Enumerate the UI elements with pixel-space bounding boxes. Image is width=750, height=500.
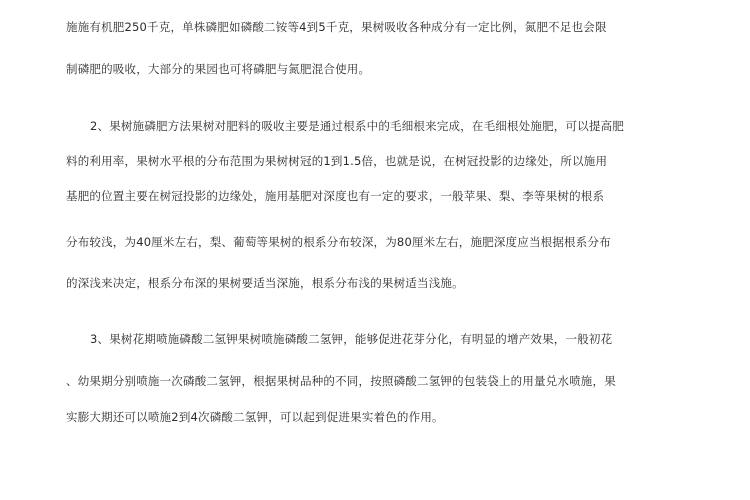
- paragraph-2-line-2: 料的利用率，果树水平根的分布范围为果树树冠的1到1.5倍，也就是说，在树冠投影的边缘处，所以施用: [66, 154, 608, 168]
- paragraph-2-line-5: 的深浅来决定，根系分布深的果树要适当深施，根系分布浅的果树适当浅施。: [66, 276, 464, 290]
- paragraph-3-line-1: 3、果树花期喷施磷酸二氢钾果树喷施磷酸二氢钾，能够促进花芽分化，有明显的增产效果，一般初花: [90, 332, 613, 346]
- paragraph-1-line-2: 制磷肥的吸收，大部分的果园也可将磷肥与氮肥混合使用。: [66, 62, 371, 76]
- paragraph-3-line-2: 、幼果期分别喷施一次磷酸二氢钾，根据果树品种的不同，按照磷酸二氢钾的包装袋上的用量兑水喷施，果: [66, 374, 616, 388]
- paragraph-1-line-1: 施施有机肥250千克，单株磷肥如磷酸二铵等4到5千克，果树吸收各种成分有一定比例，氮肥不足也会限: [66, 20, 607, 34]
- paragraph-2-line-3: 基肥的位置主要在树冠投影的边缘处，施用基肥对深度也有一定的要求，一般苹果、梨、李等果树的根系: [66, 189, 605, 203]
- paragraph-3-line-3: 实膨大期还可以喷施2到4次磷酸二氢钾，可以起到促进果实着色的作用。: [66, 410, 444, 424]
- paragraph-2-line-1: 2、果树施磷肥方法果树对肥料的吸收主要是通过根系中的毛细根来完成，在毛细根处施肥，可以提高肥: [90, 119, 625, 133]
- paragraph-2-line-4: 分布较浅，为40厘米左右，梨、葡萄等果树的根系分布较深，为80厘米左右，施肥深度应当根据根系分布: [66, 235, 611, 249]
